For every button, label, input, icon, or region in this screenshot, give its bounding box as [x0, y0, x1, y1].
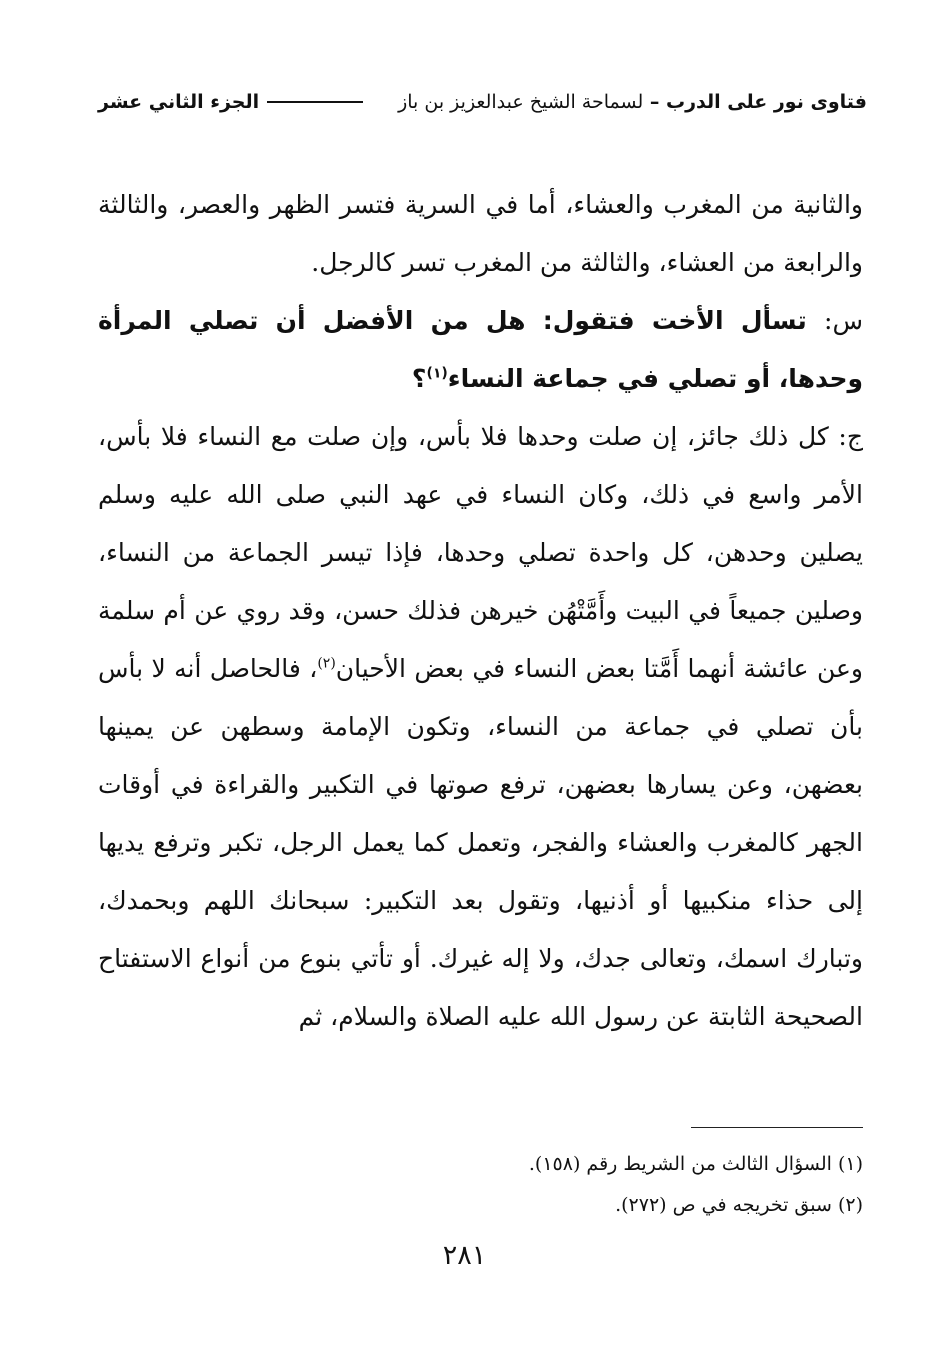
answer-text-part2: ، فالحاصل أنه لا بأس بأن تصلي في جماعة من النساء، وتكون الإمامة وسطهن عن يمينها بعضهن، وعن يسارها بعضهن، ترفع صوتها في التكبير والقراءة في أوقات الجهر كالمغرب والعشاء والفجر، وتعمل كما يعمل الرجل، تكبر وترفع يديها إلى حذاء منكبيها أو أذنيها، وتقول بعد التكبير: سبحانك اللهم وبحمدك، وتبارك اسمك، وتعالى جدك، ولا إله غيرك. أو تأتي بنوع من أنواع الاستفتاح الصحيحة الثابتة عن رسول الله عليه الصلاة والسلام، ثم: [98, 654, 863, 1031]
answer-text-part1: ج: كل ذلك جائز، إن صلت وحدها فلا بأس، وإن صلت مع النساء فلا بأس، الأمر واسع في ذلك، وكان النساء في عهد النبي صلى الله عليه وسلم يصلين وحدهن، كل واحدة تصلي وحدها، فإذا تيسر الجماعة من النساء، وصلين جميعاً في البيت وأَمَّتْهُن خيرهن فذلك حسن، وقد روي عن أم سلمة وعن عائشة أنهما أَمَّتا بعض النساء في بعض الأحيان: [98, 422, 863, 683]
body-text: [98, 176, 863, 1046]
footnote-ref-1: (١): [426, 365, 448, 382]
header-book-and-author: [398, 91, 867, 113]
header-volume: الجزء الثاني عشر: [98, 91, 260, 113]
header-separator: –: [649, 91, 660, 113]
question-mark: ؟: [411, 364, 427, 393]
header-rule: [267, 101, 363, 103]
page-number: ٢٨١: [442, 1240, 487, 1271]
header-author: لسماحة الشيخ عبدالعزيز بن باز: [398, 91, 644, 113]
question-text: تسأل الأخت فتقول: هل من الأفضل أن تصلي المرأة وحدها، أو تصلي في جماعة النساء: [98, 306, 863, 393]
question-prefix: س:: [824, 306, 863, 335]
footnote-1: (١) السؤال الثالث من الشريط رقم (١٥٨).: [528, 1153, 863, 1175]
footnote-2: (٢) سبق تخريجه في ص (٢٧٢).: [615, 1194, 863, 1216]
footnote-ref-2: (٢): [317, 655, 336, 672]
footnote-separator: [691, 1127, 863, 1128]
running-header: [98, 84, 867, 120]
paragraph-continuation: والثانية من المغرب والعشاء، أما في السرية فتسر الظهر والعصر، والثالثة والرابعة من العشاء، والثالثة من المغرب تسر كالرجل.: [98, 190, 863, 277]
header-book-title: فتاوى نور على الدرب: [666, 91, 867, 113]
header-volume-block: [98, 91, 371, 113]
footnotes: [98, 1144, 863, 1226]
question-paragraph: [98, 292, 863, 408]
answer-paragraph: [98, 408, 863, 1046]
